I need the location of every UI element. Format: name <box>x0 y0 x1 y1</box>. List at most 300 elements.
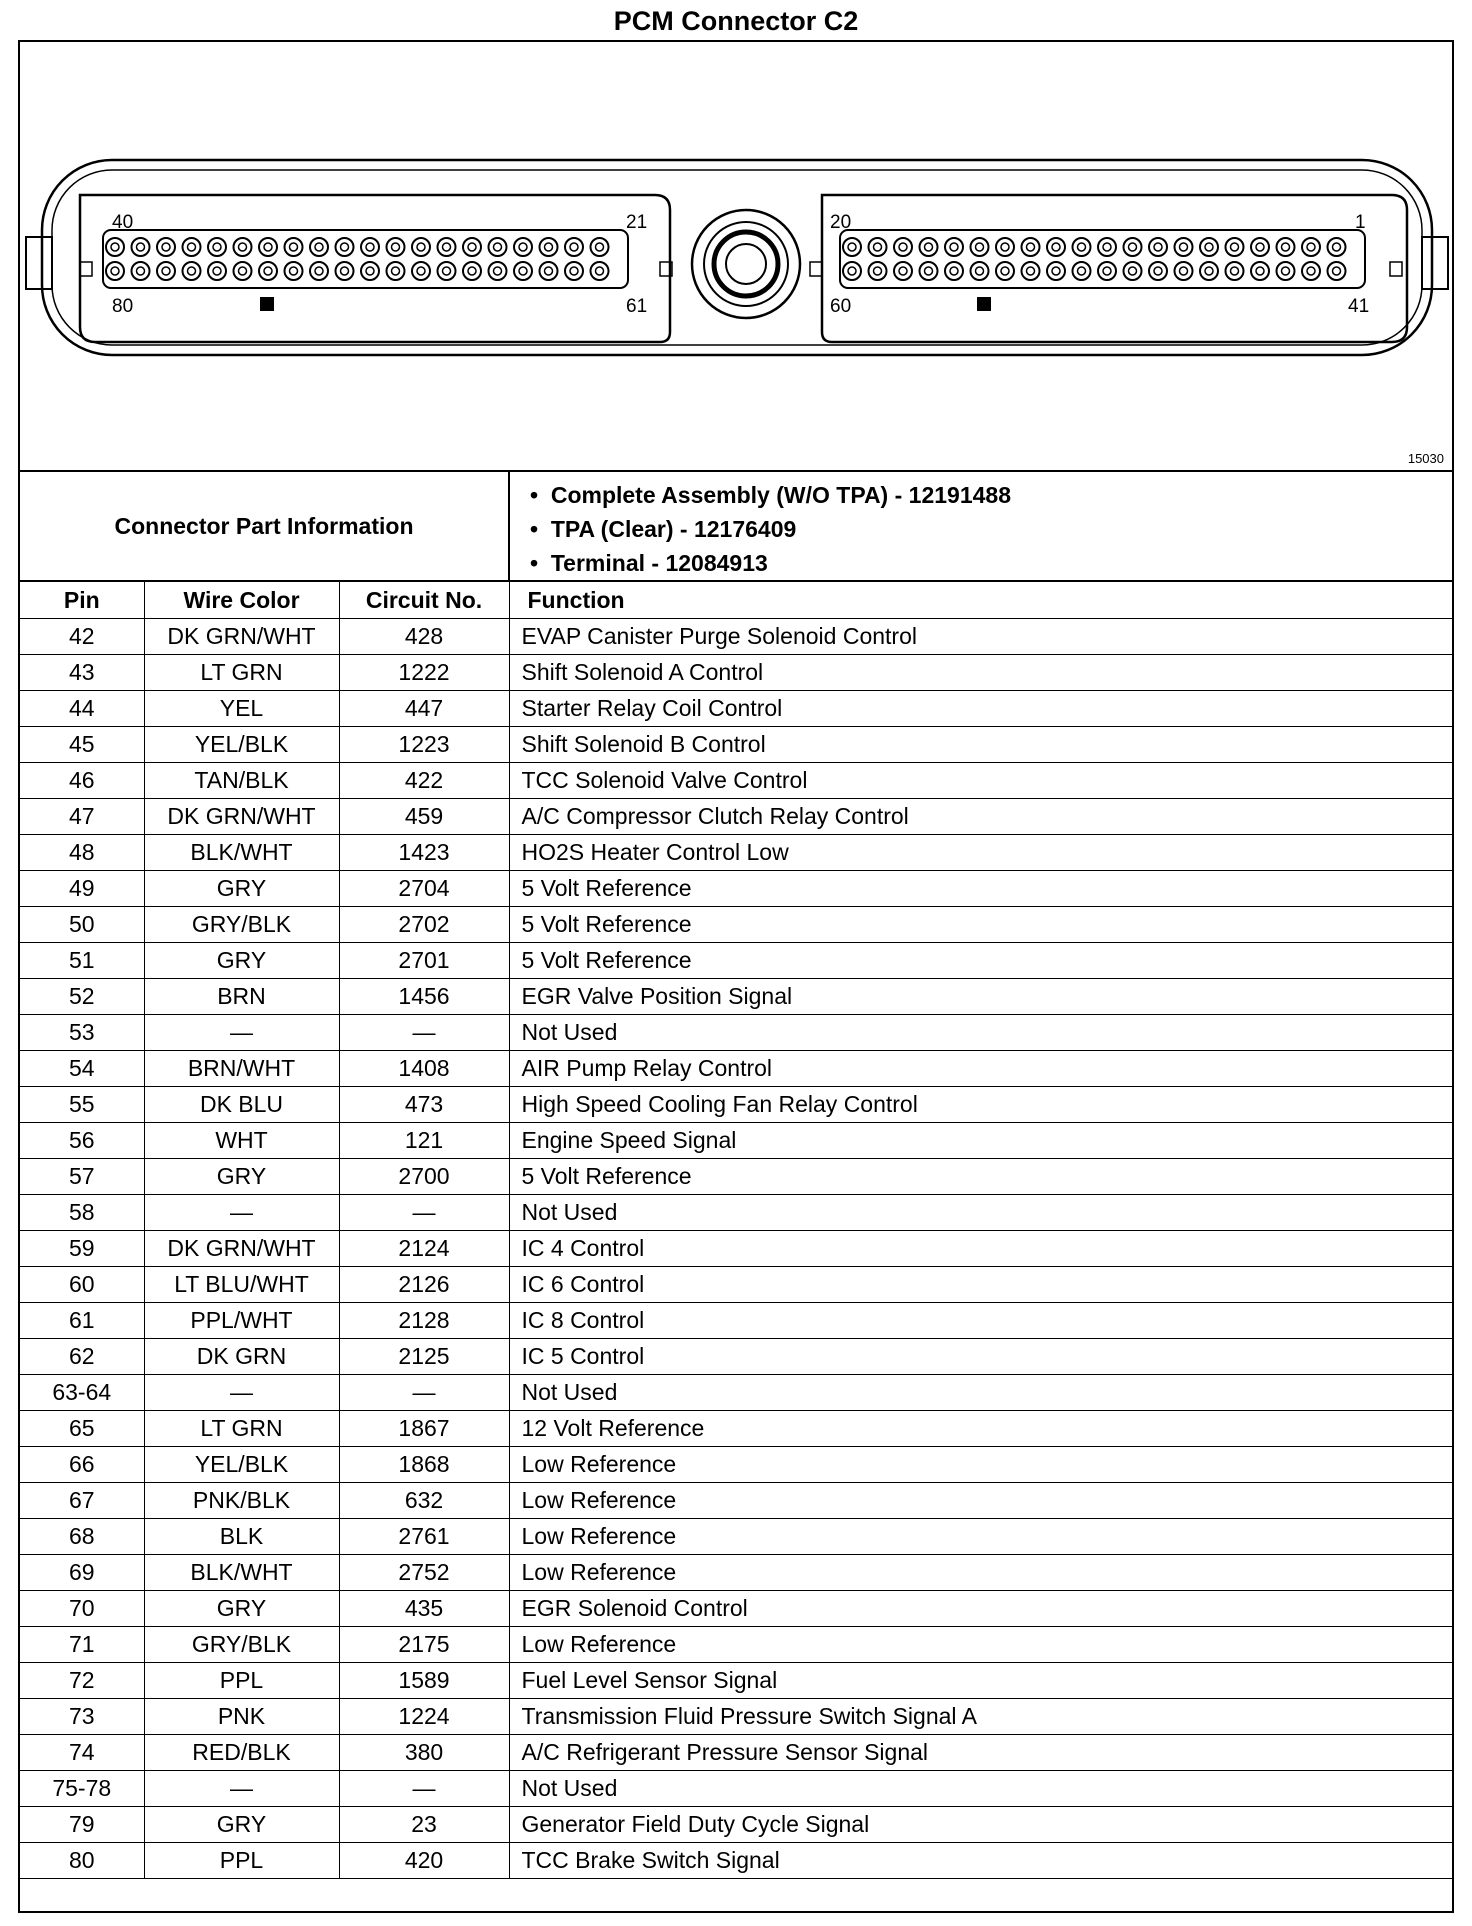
pin-hole-center <box>899 267 907 275</box>
pin-hole <box>1175 262 1193 280</box>
pin-hole <box>132 262 150 280</box>
pin-hole-center <box>1103 243 1111 251</box>
pin-row <box>20 1303 1452 1339</box>
pin-row <box>20 871 1452 907</box>
pin-hole-center <box>1001 267 1009 275</box>
circuit-cell: 1223 <box>339 727 509 763</box>
pin-cell: 63-64 <box>20 1375 144 1411</box>
pin-hole-center <box>239 243 247 251</box>
circuit-cell: 1589 <box>339 1663 509 1699</box>
pin-hole <box>106 238 124 256</box>
pin-cell: 51 <box>20 943 144 979</box>
pin-hole-center <box>1129 243 1137 251</box>
pin-hole <box>310 238 328 256</box>
circuit-cell: 473 <box>339 1087 509 1123</box>
pin-hole-center <box>1052 267 1060 275</box>
function-cell: Generator Field Duty Cycle Signal <box>509 1807 1452 1843</box>
pin-cell: 58 <box>20 1195 144 1231</box>
pin-cell: 61 <box>20 1303 144 1339</box>
pin-hole-center <box>1205 267 1213 275</box>
circuit-cell: 23 <box>339 1807 509 1843</box>
pin-hole-center <box>290 243 298 251</box>
function-cell: Engine Speed Signal <box>509 1123 1452 1159</box>
pin-cell: 47 <box>20 799 144 835</box>
pin-hole <box>869 238 887 256</box>
page-title: PCM Connector C2 <box>613 6 859 36</box>
pin-hole <box>463 262 481 280</box>
function-cell: A/C Refrigerant Pressure Sensor Signal <box>509 1735 1452 1771</box>
pin-hole <box>945 262 963 280</box>
pin-cell: 42 <box>20 619 144 655</box>
function-cell: Low Reference <box>509 1447 1452 1483</box>
pin-row <box>20 1339 1452 1375</box>
circuit-cell: 1867 <box>339 1411 509 1447</box>
function-cell: 5 Volt Reference <box>509 871 1452 907</box>
pin-row <box>20 943 1452 979</box>
circuit-cell: 2761 <box>339 1519 509 1555</box>
pin-cell: 62 <box>20 1339 144 1375</box>
pin-hole <box>1124 238 1142 256</box>
pin-hole <box>285 238 303 256</box>
pin-hole-center <box>1001 243 1009 251</box>
pinout-table <box>20 582 1452 1879</box>
pin-row <box>20 1447 1452 1483</box>
function-cell: Low Reference <box>509 1483 1452 1519</box>
pin-cell: 70 <box>20 1591 144 1627</box>
pin-hole-center <box>545 243 553 251</box>
pin-row <box>20 1807 1452 1843</box>
pin-hole <box>1328 262 1346 280</box>
header-wire-color: Wire Color <box>144 582 339 619</box>
wire-color-cell: BRN/WHT <box>144 1051 339 1087</box>
pin-cell: 54 <box>20 1051 144 1087</box>
pin-hole-center <box>468 243 476 251</box>
pin-hole-center <box>264 267 272 275</box>
function-cell: 5 Volt Reference <box>509 1159 1452 1195</box>
pin-hole <box>1200 238 1218 256</box>
pin-hole-center <box>1205 243 1213 251</box>
pin-hole-center <box>950 243 958 251</box>
pin-cell: 60 <box>20 1267 144 1303</box>
wire-color-cell: WHT <box>144 1123 339 1159</box>
wire-color-cell: PPL <box>144 1663 339 1699</box>
pin-hole <box>1302 262 1320 280</box>
circuit-cell: — <box>339 1015 509 1051</box>
pin-hole-center <box>494 267 502 275</box>
circuit-cell: 1408 <box>339 1051 509 1087</box>
part-info-list <box>530 478 1011 580</box>
pin-hole-center <box>1078 243 1086 251</box>
pin-hole <box>540 262 558 280</box>
pin-hole <box>514 238 532 256</box>
pin-row <box>20 1843 1452 1879</box>
function-cell: Not Used <box>509 1195 1452 1231</box>
circuit-cell: 2700 <box>339 1159 509 1195</box>
pin-hole <box>1022 238 1040 256</box>
function-cell: TCC Brake Switch Signal <box>509 1843 1452 1879</box>
pin-hole-center <box>443 267 451 275</box>
pin-hole <box>920 238 938 256</box>
circuit-cell: 2701 <box>339 943 509 979</box>
pin-row <box>20 655 1452 691</box>
pin-hole <box>412 262 430 280</box>
wire-color-cell: DK GRN/WHT <box>144 619 339 655</box>
pin-row <box>20 1411 1452 1447</box>
pin-row <box>20 907 1452 943</box>
pin-hole-center <box>1231 243 1239 251</box>
pin-cell: 56 <box>20 1123 144 1159</box>
wire-color-cell: DK GRN/WHT <box>144 1231 339 1267</box>
pin-row <box>20 1699 1452 1735</box>
pin-hole-center <box>341 243 349 251</box>
circuit-cell: 1456 <box>339 979 509 1015</box>
function-cell: Not Used <box>509 1015 1452 1051</box>
pin-hole <box>514 262 532 280</box>
pin-hole <box>1124 262 1142 280</box>
circuit-cell: 2124 <box>339 1231 509 1267</box>
pin-hole-center <box>188 267 196 275</box>
function-cell: Shift Solenoid A Control <box>509 655 1452 691</box>
pin-hole <box>183 262 201 280</box>
header-function: Function <box>509 582 1452 619</box>
function-cell: TCC Solenoid Valve Control <box>509 763 1452 799</box>
circuit-cell: 121 <box>339 1123 509 1159</box>
pin-hole-center <box>1282 243 1290 251</box>
pin-hole-center <box>1154 243 1162 251</box>
pin-row <box>20 1231 1452 1267</box>
pin-hole-center <box>443 243 451 251</box>
pin-hole <box>157 238 175 256</box>
wire-color-cell: GRY <box>144 943 339 979</box>
pin-hole-center <box>925 267 933 275</box>
header-circuit-no: Circuit No. <box>339 582 509 619</box>
pin-hole <box>945 238 963 256</box>
wire-color-cell: GRY <box>144 871 339 907</box>
pin-row <box>20 1591 1452 1627</box>
pin-hole-center <box>494 243 502 251</box>
pin-hole <box>387 262 405 280</box>
function-cell: IC 6 Control <box>509 1267 1452 1303</box>
pin-hole-center <box>1231 267 1239 275</box>
pin-hole <box>208 262 226 280</box>
wire-color-cell: DK GRN <box>144 1339 339 1375</box>
pin-hole-center <box>545 267 553 275</box>
pin-hole-center <box>392 267 400 275</box>
function-cell: IC 5 Control <box>509 1339 1452 1375</box>
pin-hole-center <box>596 267 604 275</box>
pin-row <box>20 619 1452 655</box>
pin-hole-center <box>162 243 170 251</box>
pin-hole <box>361 238 379 256</box>
function-cell: Starter Relay Coil Control <box>509 691 1452 727</box>
pin-hole <box>971 238 989 256</box>
circuit-cell: 1423 <box>339 835 509 871</box>
circuit-cell: 380 <box>339 1735 509 1771</box>
pin-hole <box>1073 238 1091 256</box>
pin-hole-center <box>290 267 298 275</box>
right-polarization-mark <box>977 297 991 311</box>
circuit-cell: 1868 <box>339 1447 509 1483</box>
function-cell: EGR Solenoid Control <box>509 1591 1452 1627</box>
pin-hole <box>1251 262 1269 280</box>
function-cell: IC 4 Control <box>509 1231 1452 1267</box>
pin-label-21: 21 <box>626 212 648 233</box>
pin-hole <box>132 238 150 256</box>
pin-hole-center <box>366 267 374 275</box>
pin-hole <box>996 238 1014 256</box>
function-cell: 5 Volt Reference <box>509 943 1452 979</box>
pin-row <box>20 1159 1452 1195</box>
function-cell: Shift Solenoid B Control <box>509 727 1452 763</box>
pin-hole <box>920 262 938 280</box>
pin-hole-center <box>848 243 856 251</box>
pin-row <box>20 1051 1452 1087</box>
pin-row <box>20 1267 1452 1303</box>
pin-label-20: 20 <box>830 212 852 233</box>
pin-hole-center <box>341 267 349 275</box>
function-cell: Transmission Fluid Pressure Switch Signal A <box>509 1699 1452 1735</box>
pinout-header-row <box>20 582 1452 619</box>
pin-hole-center <box>976 267 984 275</box>
function-cell: Low Reference <box>509 1627 1452 1663</box>
pin-cell: 48 <box>20 835 144 871</box>
pin-hole <box>1047 262 1065 280</box>
pin-row <box>20 1771 1452 1807</box>
pin-hole-center <box>468 267 476 275</box>
pin-hole-center <box>1129 267 1137 275</box>
wire-color-cell: PPL/WHT <box>144 1303 339 1339</box>
pin-hole <box>412 238 430 256</box>
pin-cell: 46 <box>20 763 144 799</box>
pin-label-80: 80 <box>112 296 134 317</box>
pin-hole-center <box>1256 243 1264 251</box>
pin-hole <box>591 262 609 280</box>
pin-hole <box>1073 262 1091 280</box>
pin-hole <box>1200 262 1218 280</box>
pin-hole-center <box>874 267 882 275</box>
pin-cell: 53 <box>20 1015 144 1051</box>
pin-hole <box>463 238 481 256</box>
pin-row <box>20 1735 1452 1771</box>
pin-hole <box>1302 238 1320 256</box>
part-info-item: • Terminal - 12084913 <box>530 546 1011 580</box>
left-polarization-mark <box>260 297 274 311</box>
pin-hole-center <box>213 243 221 251</box>
pin-hole-center <box>1154 267 1162 275</box>
pin-cell: 57 <box>20 1159 144 1195</box>
pin-hole-center <box>1052 243 1060 251</box>
pin-hole <box>1022 262 1040 280</box>
pin-hole-center <box>239 267 247 275</box>
circuit-cell: 2704 <box>339 871 509 907</box>
pin-cell: 68 <box>20 1519 144 1555</box>
circuit-cell: 2126 <box>339 1267 509 1303</box>
wire-color-cell: LT GRN <box>144 1411 339 1447</box>
pin-row <box>20 1519 1452 1555</box>
pin-hole-center <box>1180 243 1188 251</box>
pin-row <box>20 1015 1452 1051</box>
pin-hole-center <box>1282 267 1290 275</box>
pin-hole-center <box>1307 243 1315 251</box>
pin-hole-center <box>1078 267 1086 275</box>
pin-row <box>20 1555 1452 1591</box>
function-cell: 5 Volt Reference <box>509 907 1452 943</box>
pin-row <box>20 1375 1452 1411</box>
function-cell: A/C Compressor Clutch Relay Control <box>509 799 1452 835</box>
pin-hole-center <box>976 243 984 251</box>
pin-cell: 52 <box>20 979 144 1015</box>
function-cell: Low Reference <box>509 1519 1452 1555</box>
pin-cell: 75-78 <box>20 1771 144 1807</box>
pin-hole <box>1226 238 1244 256</box>
pin-cell: 50 <box>20 907 144 943</box>
pin-cell: 43 <box>20 655 144 691</box>
pin-hole-center <box>1333 267 1341 275</box>
pin-row <box>20 1087 1452 1123</box>
circuit-cell: 459 <box>339 799 509 835</box>
wire-color-cell: BRN <box>144 979 339 1015</box>
pin-hole <box>234 238 252 256</box>
pin-hole <box>1098 262 1116 280</box>
pin-cell: 79 <box>20 1807 144 1843</box>
pin-hole <box>996 262 1014 280</box>
pin-hole-center <box>1103 267 1111 275</box>
pin-row <box>20 1123 1452 1159</box>
circuit-cell: 2125 <box>339 1339 509 1375</box>
pin-hole-center <box>848 267 856 275</box>
wire-color-cell: GRY <box>144 1807 339 1843</box>
pin-hole-center <box>213 267 221 275</box>
pin-hole <box>438 262 456 280</box>
pin-cell: 74 <box>20 1735 144 1771</box>
wire-color-cell: GRY <box>144 1159 339 1195</box>
pin-hole-center <box>1307 267 1315 275</box>
pin-row <box>20 1663 1452 1699</box>
circuit-cell: 2752 <box>339 1555 509 1591</box>
function-cell: Not Used <box>509 1771 1452 1807</box>
pin-hole-center <box>137 267 145 275</box>
pin-hole <box>336 262 354 280</box>
circuit-cell: 2175 <box>339 1627 509 1663</box>
function-cell: High Speed Cooling Fan Relay Control <box>509 1087 1452 1123</box>
pin-hole-center <box>417 267 425 275</box>
pin-hole <box>1277 262 1295 280</box>
pin-cell: 44 <box>20 691 144 727</box>
circuit-cell: — <box>339 1195 509 1231</box>
pin-cell: 80 <box>20 1843 144 1879</box>
function-cell: HO2S Heater Control Low <box>509 835 1452 871</box>
pin-cell: 67 <box>20 1483 144 1519</box>
wire-color-cell: LT GRN <box>144 655 339 691</box>
wire-color-cell: PNK/BLK <box>144 1483 339 1519</box>
circuit-cell: 435 <box>339 1591 509 1627</box>
pin-hole-center <box>1027 243 1035 251</box>
pin-row <box>20 1627 1452 1663</box>
circuit-cell: 420 <box>339 1843 509 1879</box>
wire-color-cell: YEL/BLK <box>144 1447 339 1483</box>
pin-cell: 65 <box>20 1411 144 1447</box>
pin-hole <box>489 262 507 280</box>
wire-color-cell: GRY/BLK <box>144 907 339 943</box>
circuit-cell: 428 <box>339 619 509 655</box>
pin-hole <box>591 238 609 256</box>
pin-cell: 71 <box>20 1627 144 1663</box>
pin-hole <box>869 262 887 280</box>
connector-diagram <box>20 42 1452 472</box>
pin-hole-center <box>188 243 196 251</box>
pin-hole-center <box>1180 267 1188 275</box>
pin-row <box>20 799 1452 835</box>
pin-cell: 66 <box>20 1447 144 1483</box>
pin-row <box>20 1195 1452 1231</box>
circuit-cell: 1222 <box>339 655 509 691</box>
wire-color-cell: DK GRN/WHT <box>144 799 339 835</box>
pin-row <box>20 979 1452 1015</box>
pin-hole <box>387 238 405 256</box>
pin-hole <box>1226 262 1244 280</box>
pin-hole <box>1149 238 1167 256</box>
pin-cell: 73 <box>20 1699 144 1735</box>
pin-hole <box>157 262 175 280</box>
pin-cell: 45 <box>20 727 144 763</box>
pin-hole-center <box>162 267 170 275</box>
pin-hole-center <box>392 243 400 251</box>
part-info-item: • TPA (Clear) - 12176409 <box>530 512 1011 546</box>
pin-hole-center <box>137 243 145 251</box>
connector-housing-outline <box>42 160 1432 355</box>
pin-hole-center <box>925 243 933 251</box>
circuit-cell: — <box>339 1375 509 1411</box>
pin-hole <box>259 262 277 280</box>
pin-hole-center <box>1256 267 1264 275</box>
wire-color-cell: — <box>144 1015 339 1051</box>
circuit-cell: 1224 <box>339 1699 509 1735</box>
wire-color-cell: GRY <box>144 1591 339 1627</box>
wire-color-cell: RED/BLK <box>144 1735 339 1771</box>
circuit-cell: 2128 <box>339 1303 509 1339</box>
pin-cell: 72 <box>20 1663 144 1699</box>
pin-cell: 59 <box>20 1231 144 1267</box>
function-cell: Fuel Level Sensor Signal <box>509 1663 1452 1699</box>
pin-hole-center <box>315 267 323 275</box>
pin-row <box>20 763 1452 799</box>
pin-hole-center <box>596 243 604 251</box>
pin-hole <box>310 262 328 280</box>
circuit-cell: — <box>339 1771 509 1807</box>
function-cell: EGR Valve Position Signal <box>509 979 1452 1015</box>
pin-row <box>20 835 1452 871</box>
pinout-rows <box>20 619 1452 1879</box>
pin-hole <box>1277 238 1295 256</box>
pin-hole-center <box>315 243 323 251</box>
wire-color-cell: BLK/WHT <box>144 835 339 871</box>
pin-hole-center <box>111 243 119 251</box>
wire-color-cell: — <box>144 1375 339 1411</box>
circuit-cell: 2702 <box>339 907 509 943</box>
wire-color-cell: — <box>144 1195 339 1231</box>
pin-hole-center <box>570 243 578 251</box>
pin-hole <box>1098 238 1116 256</box>
pin-row <box>20 691 1452 727</box>
pin-hole-center <box>264 243 272 251</box>
function-cell: EVAP Canister Purge Solenoid Control <box>509 619 1452 655</box>
pin-hole <box>971 262 989 280</box>
circuit-cell: 422 <box>339 763 509 799</box>
pin-row <box>20 1483 1452 1519</box>
pin-hole <box>1047 238 1065 256</box>
wire-color-cell: PNK <box>144 1699 339 1735</box>
pin-hole <box>1251 238 1269 256</box>
